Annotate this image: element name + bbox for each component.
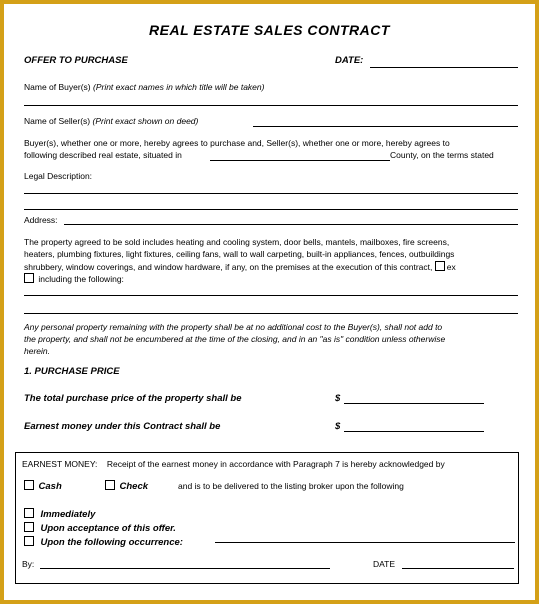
buyer-field[interactable] xyxy=(24,105,518,106)
legal-description-line-1[interactable] xyxy=(24,193,518,194)
immediately-label: Immediately xyxy=(40,509,96,520)
total-price-dollar: $ xyxy=(335,393,341,404)
earnest-dollar: $ xyxy=(335,421,341,432)
exclusion-checkbox[interactable] xyxy=(435,261,445,271)
immediately-checkbox[interactable] xyxy=(24,508,34,518)
occurrence-checkbox[interactable] xyxy=(24,536,34,546)
earnest-field[interactable] xyxy=(344,431,484,432)
legal-description-line-2[interactable] xyxy=(24,209,518,210)
agree-line-1: Buyer(s), whether one or more, hereby agrees to purchase and, Seller(s), whether one or more, hereby agrees to xyxy=(24,138,450,148)
delivered-text: and is to be delivered to the listing broker upon the following xyxy=(178,481,404,491)
including-line-2[interactable] xyxy=(24,313,518,314)
by-label: By: xyxy=(22,559,35,569)
earnest-label: Earnest money under this Contract shall be xyxy=(24,421,221,432)
personal-line-1: Any personal property remaining with the property shall be at no additional cost to the Buyer(s), shall not add to xyxy=(24,322,443,332)
earnest-money-row xyxy=(22,459,445,469)
date-label: DATE: xyxy=(335,55,364,66)
contract-page xyxy=(4,4,535,600)
agree-county: County, on the terms stated xyxy=(390,150,494,160)
bottom-date-field[interactable] xyxy=(402,568,514,569)
including-label: including the following: xyxy=(38,274,124,284)
seller-field[interactable] xyxy=(253,126,518,127)
personal-line-2: the property, and shall not be encumbered at the time of the closing, and in an "as is" condition unless otherwise xyxy=(24,334,446,344)
property-line-1: The property agreed to be sold includes heating and cooling system, door bells, mantels, mailboxes, fire screens, xyxy=(24,237,450,247)
total-price-label: The total purchase price of the property shall be xyxy=(24,393,242,404)
including-line-1[interactable] xyxy=(24,295,518,296)
property-line-2: heaters, plumbing fixtures, light fixtures, ceiling fans, wall to wall carpeting, built-in appliances, fences, outbuildings xyxy=(24,249,455,259)
seller-label-row xyxy=(24,116,198,126)
occurrence-label: Upon the following occurrence: xyxy=(40,537,183,548)
seller-note: (Print exact shown on deed) xyxy=(92,116,199,126)
check-label: Check xyxy=(119,481,149,492)
address-label: Address: xyxy=(24,215,58,225)
page-title: REAL ESTATE SALES CONTRACT xyxy=(149,22,390,38)
check-checkbox[interactable] xyxy=(105,480,115,490)
including-checkbox[interactable] xyxy=(24,273,34,283)
total-price-field[interactable] xyxy=(344,403,484,404)
buyer-label: Name of Buyer(s) xyxy=(24,82,91,92)
cash-label: Cash xyxy=(38,481,62,492)
cash-checkbox[interactable] xyxy=(24,480,34,490)
agree-line-2: following described real estate, situated in xyxy=(24,150,182,160)
property-line-3 xyxy=(24,261,456,272)
seller-label: Name of Seller(s) xyxy=(24,116,91,126)
purchase-price-heading: 1. PURCHASE PRICE xyxy=(24,366,120,377)
buyer-label-row xyxy=(24,82,264,92)
date-field[interactable] xyxy=(370,67,518,68)
occurrence-field[interactable] xyxy=(215,542,515,543)
cash-option[interactable] xyxy=(24,480,62,492)
county-field[interactable] xyxy=(210,160,390,161)
personal-line-3: herein. xyxy=(24,346,50,356)
legal-description-label: Legal Description: xyxy=(24,171,93,181)
acceptance-checkbox[interactable] xyxy=(24,522,34,532)
check-option[interactable] xyxy=(105,480,148,492)
including-row xyxy=(24,273,124,284)
property-line-3-text: shrubbery, window coverings, and window hardware, if any, on the premises at the execution of this contract, xyxy=(24,262,433,272)
earnest-money-label: EARNEST MONEY: xyxy=(22,459,98,469)
bottom-date-label: DATE xyxy=(373,559,396,569)
exclusion-ex: ex xyxy=(446,262,456,272)
earnest-money-text: Receipt of the earnest money in accordance with Paragraph 7 is hereby acknowledged by xyxy=(106,459,445,469)
offer-heading: OFFER TO PURCHASE xyxy=(24,55,128,66)
occurrence-option[interactable] xyxy=(24,532,183,550)
address-field[interactable] xyxy=(64,224,518,225)
by-signature-field[interactable] xyxy=(40,568,330,569)
acceptance-label: Upon acceptance of this offer. xyxy=(40,523,176,534)
buyer-note: (Print exact names in which title will be taken) xyxy=(92,82,265,92)
